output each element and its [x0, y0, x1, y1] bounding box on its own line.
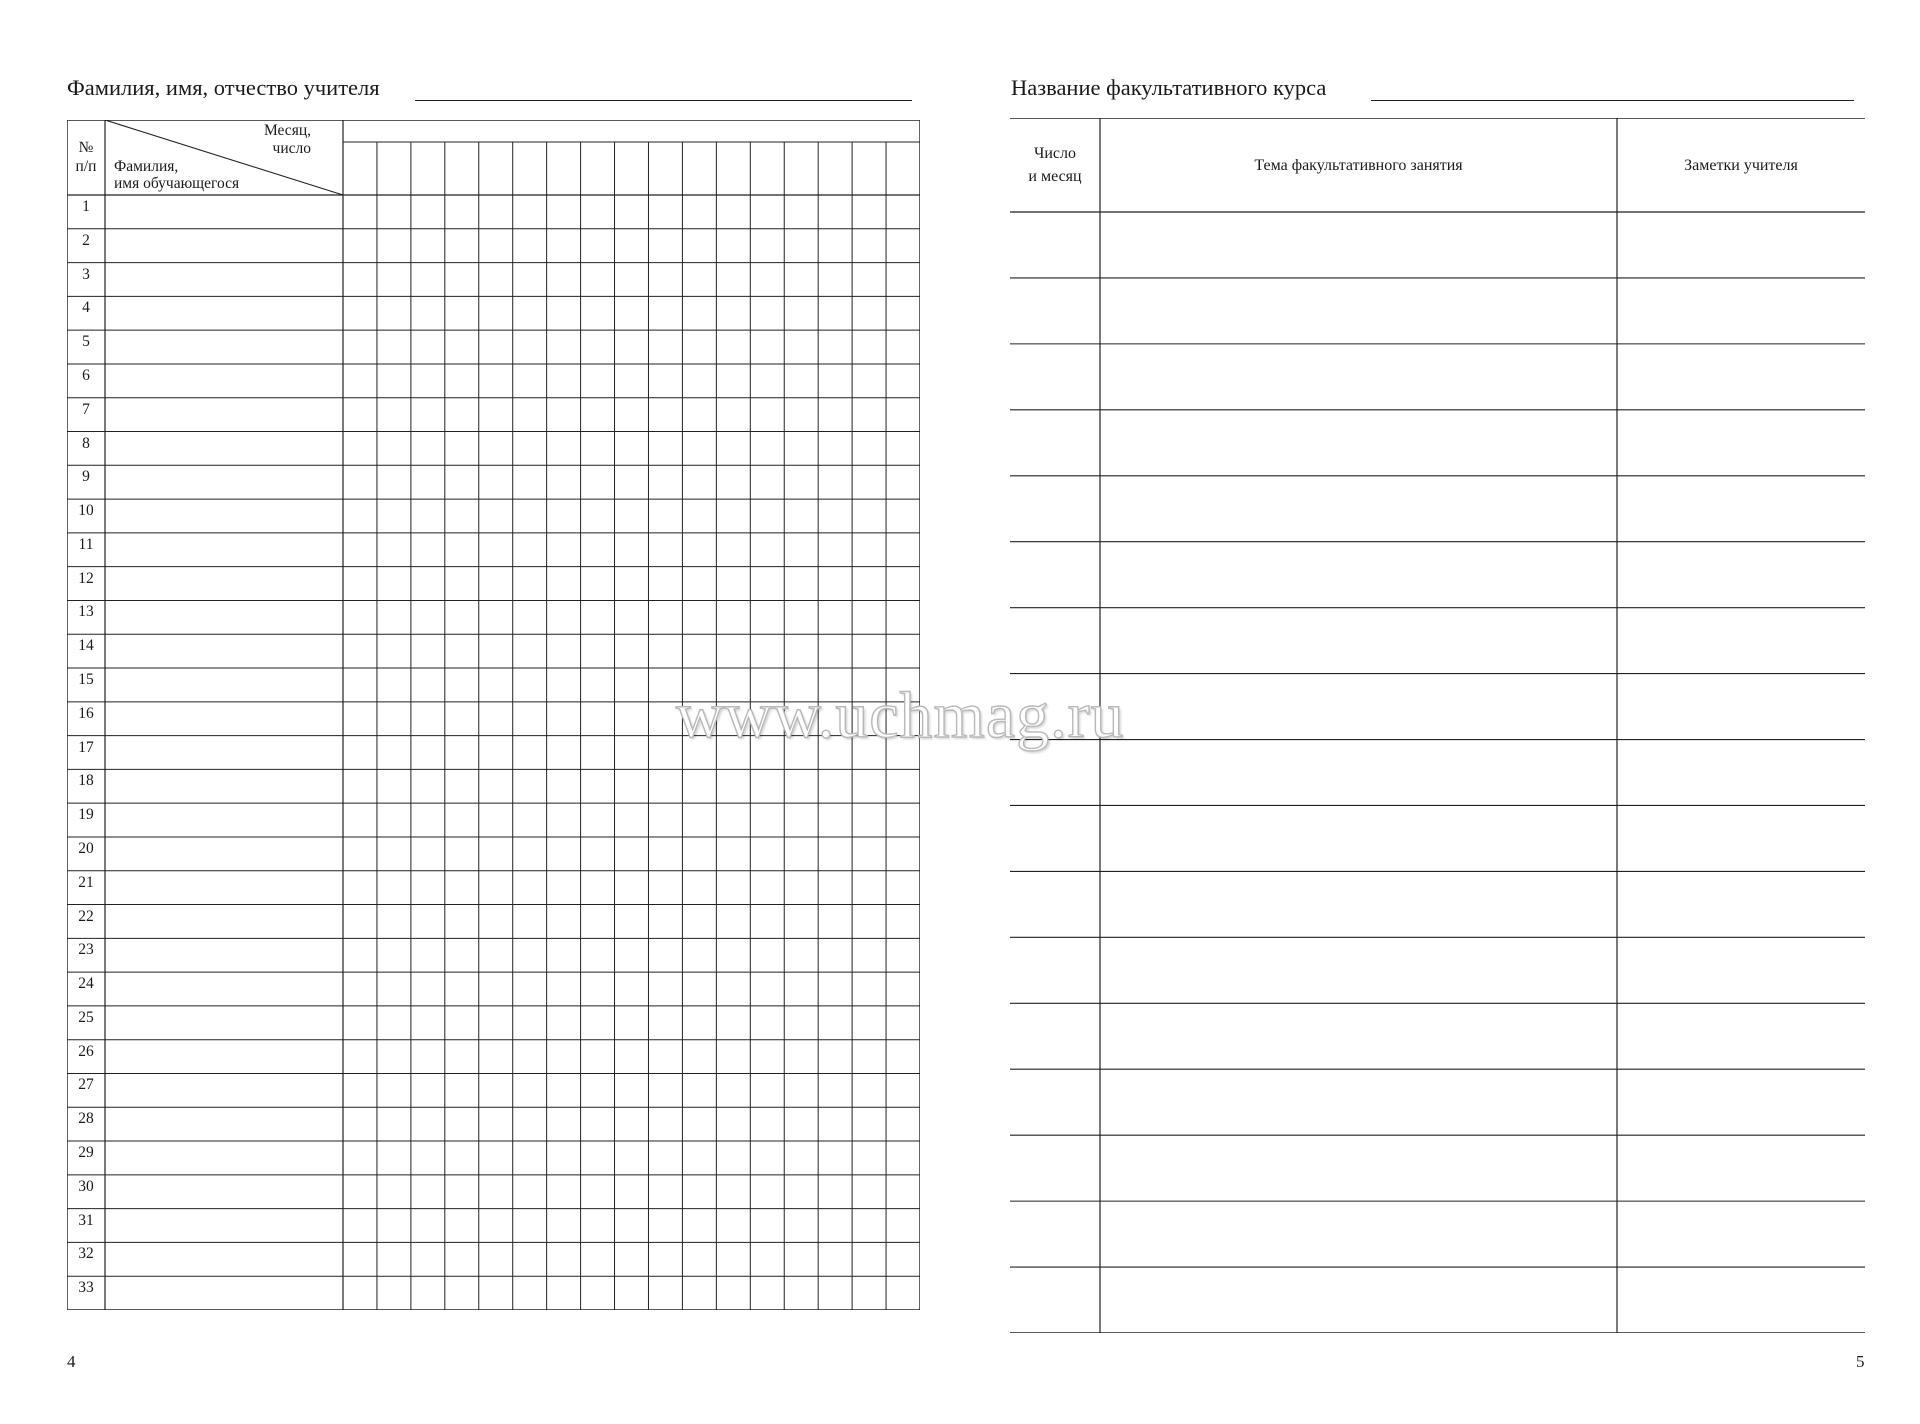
row-number: 10	[78, 502, 94, 520]
row-number: 14	[78, 637, 94, 655]
row-number: 1	[82, 198, 90, 215]
watermark: www.uchmag.ru	[676, 679, 1125, 752]
date-column-header-line-2: и месяц	[1028, 168, 1082, 185]
row-number: 26	[78, 1042, 94, 1060]
row-number: 11	[78, 535, 94, 553]
row-number: 20	[78, 839, 94, 857]
row-number: 13	[78, 603, 94, 621]
teacher-name-label: Фамилия, имя, отчество учителя	[67, 75, 380, 100]
left-page-number: 4	[67, 1352, 76, 1371]
right-page-number: 5	[1856, 1352, 1865, 1371]
row-number: 8	[82, 434, 90, 452]
row-number: 9	[82, 468, 90, 486]
course-name-label: Название факультативного курса	[1011, 75, 1327, 100]
row-number: 4	[82, 299, 90, 317]
row-number: 18	[78, 772, 94, 790]
row-number: 21	[78, 873, 94, 891]
student-name-header-label: Фамилия,	[114, 158, 179, 175]
notes-column-header: Заметки учителя	[1684, 157, 1798, 174]
date-column-header	[1010, 142, 1100, 188]
topic-column-header: Тема факультативного занятия	[1254, 157, 1463, 174]
lesson-log-table	[1010, 118, 1865, 1333]
row-number: 6	[82, 366, 90, 384]
row-number: 12	[78, 569, 94, 587]
lesson-log-grid	[1010, 118, 1865, 1333]
month-header-label: Месяц,	[263, 122, 311, 139]
row-number: 22	[78, 907, 94, 925]
row-number: 7	[82, 400, 90, 418]
row-number: 27	[78, 1076, 94, 1094]
row-number: 23	[78, 941, 94, 959]
course-name-fill-line[interactable]	[1371, 100, 1854, 101]
row-number: 25	[78, 1008, 94, 1026]
row-number: 28	[78, 1110, 94, 1128]
row-number: 5	[82, 333, 90, 351]
row-number: 24	[78, 975, 94, 993]
date-column-header-line-1: Число	[1033, 145, 1077, 162]
number-column-header: № п/п	[75, 139, 97, 175]
row-number: 29	[78, 1144, 94, 1162]
day-header-label: число	[272, 140, 311, 157]
student-name-header-label-2: имя обучающегося	[114, 175, 240, 192]
row-number: 3	[82, 265, 90, 283]
teacher-name-fill-line[interactable]	[415, 100, 912, 101]
row-number: 15	[78, 671, 94, 689]
row-number: 16	[78, 704, 94, 722]
row-number: 31	[78, 1211, 94, 1229]
row-number: 17	[78, 738, 94, 756]
row-number: 33	[78, 1279, 94, 1297]
row-number: 19	[78, 806, 94, 824]
row-number: 30	[78, 1177, 94, 1195]
row-number: 2	[82, 231, 90, 249]
row-number: 32	[78, 1245, 94, 1263]
